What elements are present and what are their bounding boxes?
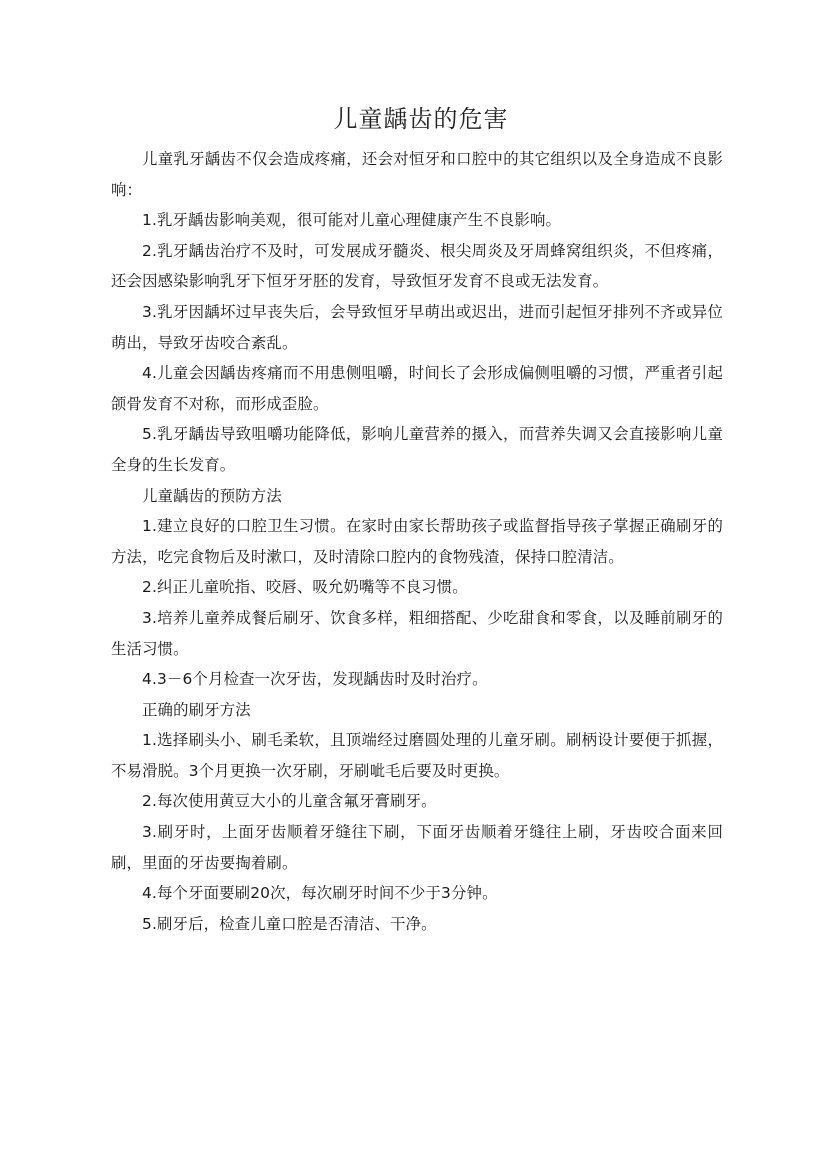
- paragraph-harm-4: 4.儿童会因龋齿疼痛而不用患侧咀嚼，时间长了会形成偏侧咀嚼的习惯，严重者引起颌骨发育不对称，而形成歪脸。: [111, 364, 723, 413]
- paragraph-brushing-5: 5.刷牙后，检查儿童口腔是否清洁、干净。: [142, 914, 437, 933]
- paragraph-brushing-2: 2.每次使用黄豆大小的儿童含氟牙膏刷牙。: [142, 792, 437, 811]
- paragraph-brushing-3: 3.刷牙时，上面牙齿顺着牙缝往下刷，下面牙齿顺着牙缝往上刷，牙齿咬合面来回刷，里面的牙齿要掏着刷。: [111, 823, 723, 872]
- paragraph-prevention-2: 2.纠正儿童吮指、咬唇、吸允奶嘴等不良习惯。: [142, 578, 468, 597]
- paragraph-brushing-1: 1.选择刷头小、刷毛柔软，且顶端经过磨圆处理的儿童牙刷。刷柄设计要便于抓握，不易滑脱。3个月更换一次牙刷，牙刷呲毛后要及时更换。: [111, 731, 723, 780]
- paragraph-prevention-4: 4.3－6个月检查一次牙齿，发现龋齿时及时治疗。: [142, 670, 488, 689]
- section-heading-prevention: 儿童龋齿的预防方法: [142, 486, 282, 505]
- section-heading-brushing: 正确的刷牙方法: [142, 700, 251, 719]
- document-body: [111, 144, 723, 939]
- document-title: 儿童龋齿的危害: [333, 105, 509, 133]
- paragraph-harm-2: 2.乳牙龋齿治疗不及时，可发展成牙髓炎、根尖周炎及牙周蜂窝组织炎，不但疼痛，还会因感染影响乳牙下恒牙牙胚的发育，导致恒牙发育不良或无法发育。: [111, 241, 723, 291]
- paragraph-brushing-4: 4.每个牙面要刷20次，每次刷牙时间不少于3分钟。: [142, 884, 498, 903]
- paragraph-prevention-1: 1.建立良好的口腔卫生习惯。在家时由家长帮助孩子或监督指导孩子掌握正确刷牙的方法，吃完食物后及时漱口，及时清除口腔内的食物残渣，保持口腔清洁。: [111, 517, 723, 566]
- paragraph-harm-1: 1.乳牙龋齿影响美观，很可能对儿童心理健康产生不良影响。: [142, 211, 562, 230]
- paragraph-harm-3: 3.乳牙因龋坏过早丧失后，会导致恒牙早萌出或迟出，进而引起恒牙排列不齐或异位萌出，导致牙齿咬合紊乱。: [111, 302, 723, 352]
- paragraph-harm-5: 5.乳牙龋齿导致咀嚼功能降低，影响儿童营养的摄入，而营养失调又会直接影响儿童全身的生长发育。: [111, 425, 723, 474]
- paragraph-intro: 儿童乳牙龋齿不仅会造成疼痛，还会对恒牙和口腔中的其它组织以及全身造成不良影响：: [111, 150, 723, 199]
- paragraph-prevention-3: 3.培养儿童养成餐后刷牙、饮食多样，粗细搭配、少吃甜食和零食，以及睡前刷牙的生活习惯。: [111, 608, 723, 658]
